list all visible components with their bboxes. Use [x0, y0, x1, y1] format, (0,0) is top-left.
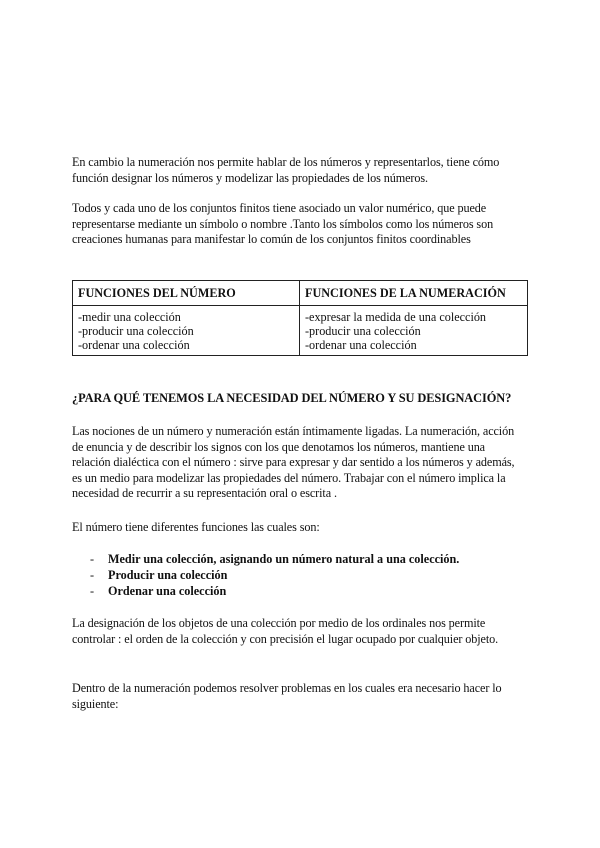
number-functions-cell — [73, 306, 300, 356]
text-line: función designar los números y modelizar las propiedades de los números. — [72, 170, 428, 185]
text-line: siguiente: — [72, 696, 119, 711]
text-line: es un medio para modelizar las propiedades del número. Trabajar con el número implica la — [72, 470, 506, 485]
header-number-functions: FUNCIONES DEL NÚMERO — [73, 281, 300, 306]
list-item — [90, 583, 459, 599]
dash-bullet: - — [90, 568, 95, 582]
finite-sets-paragraph — [72, 201, 534, 248]
text-line: Las nociones de un número y numeración están íntimamente ligadas. La numeración, acción — [72, 424, 515, 438]
question-heading: ¿PARA QUÉ TENEMOS LA NECESIDAD DEL NÚMERO Y SU DESIGNACIÓN? — [72, 391, 512, 405]
cell-line: -ordenar una colección — [78, 338, 190, 352]
text-line: En cambio la numeración nos permite hablar de los números y representarlos, tiene cómo — [72, 155, 500, 169]
problems-paragraph — [72, 681, 534, 712]
text-line: controlar : el orden de la colección y con precisión el lugar ocupado por cualquier objeto. — [72, 631, 499, 646]
numeration-functions-cell — [300, 306, 528, 356]
text-line: representarse mediante un símbolo o nombre .Tanto los símbolos como los números son — [72, 216, 494, 231]
cell-line: -producir una colección — [78, 324, 194, 338]
notions-paragraph — [72, 424, 534, 502]
functions-table — [72, 280, 528, 356]
dash-bullet: - — [90, 584, 95, 598]
list-item — [90, 551, 459, 567]
text-line: relación dialéctica con el número : sirve para expresar y dar sentido a los números y además, — [72, 455, 515, 469]
cell-line: -ordenar una colección — [305, 338, 417, 352]
functions-list — [90, 551, 459, 599]
list-item — [90, 567, 459, 583]
text-line: Todos y cada uno de los conjuntos finitos tiene asociado un valor numérico, que puede — [72, 201, 487, 215]
cell-line: -producir una colección — [305, 324, 421, 338]
cell-line: -expresar la medida de una colección — [305, 310, 487, 324]
functions-intro-paragraph — [72, 520, 534, 536]
list-item-text: Producir una colección — [108, 568, 228, 582]
dash-bullet: - — [90, 552, 95, 566]
text-line: necesidad de recurrir a su representación oral o escrita . — [72, 486, 337, 500]
cell-line: -medir una colección — [78, 310, 181, 324]
table-row — [73, 306, 528, 356]
text-line: La designación de los objetos de una colección por medio de los ordinales nos permite — [72, 616, 486, 630]
table-header-row — [73, 281, 528, 306]
intro-paragraph — [72, 155, 534, 186]
text-line: creaciones humanas para manifestar lo común de los conjuntos finitos coordinables — [72, 232, 471, 246]
list-item-text: Ordenar una colección — [108, 584, 227, 598]
text-line: de enuncia y de describir los signos con los que denotamos los números, mantiene una — [72, 439, 485, 454]
text-line: Dentro de la numeración podemos resolver problemas en los cuales era necesario hacer lo — [72, 681, 502, 695]
header-numeration-functions: FUNCIONES DE LA NUMERACIÓN — [300, 281, 528, 306]
ordinals-paragraph — [72, 616, 534, 647]
list-item-text: Medir una colección, asignando un número natural a una colección. — [108, 552, 460, 566]
text-line: El número tiene diferentes funciones las cuales son: — [72, 520, 320, 534]
